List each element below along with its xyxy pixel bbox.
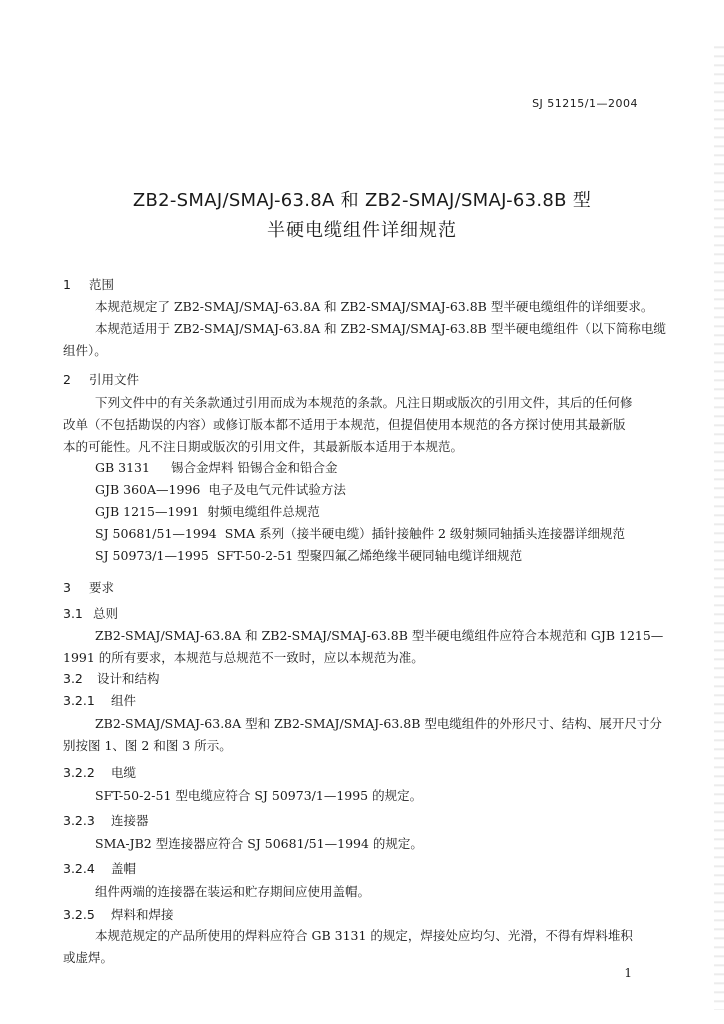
section-3-2-1-para-line1: ZB2-SMAJ/SMAJ-63.8A 型和 ZB2-SMAJ/SMAJ-63.8B 型电缆组件的外形尺寸、结构、展开尺寸分 [95,716,662,731]
section-title: 焊料和焊接 [111,907,174,922]
section-2-para-line1: 下列文件中的有关条款通过引用而成为本规范的条款。凡注日期或版次的引用文件，其后的任何修 [95,395,633,410]
reference-code: GJB 360A—1996 [95,482,201,497]
reference-code: GJB 1215—1991 [95,504,200,519]
section-number: 3 [63,580,71,595]
section-3-2-2-heading [63,763,136,781]
section-2-para-line2: 改单（不包括勘误的内容）或修订版本都不适用于本规范，但提倡使用本规范的各方探讨使用其最新版 [63,417,626,432]
section-title: 引用文件 [89,372,140,387]
section-3-1-para-line2: 1991 的所有要求，本规范与总规范不一致时，应以本规范为准。 [63,650,424,665]
section-2-heading [63,370,139,388]
reference-item [95,524,625,542]
reference-code: GB 3131 [95,460,150,475]
section-title: 组件 [111,693,137,708]
section-3-2-4-heading [63,859,136,877]
section-number: 3.2.4 [63,861,95,876]
section-number: 3.2.5 [63,907,95,922]
section-3-2-5-para-line2: 或虚焊。 [63,950,114,965]
reference-code: SJ 50973/1—1995 [95,548,209,563]
section-2-para-line3: 本的可能性。凡不注日期或版次的引用文件，其最新版本适用于本规范。 [63,439,464,454]
document-title-line1: ZB2-SMAJ/SMAJ-63.8A 和 ZB2-SMAJ/SMAJ-63.8B 型 [132,190,592,211]
reference-item [95,502,320,520]
section-3-2-3-para: SMA-JB2 型连接器应符合 SJ 50681/51—1994 的规定。 [95,836,423,851]
reference-title: SMA 系列（接半硬电缆）插针接触件 2 级射频同轴插头连接器详细规范 [224,526,625,541]
section-3-2-2-para: SFT-50-2-51 型电缆应符合 SJ 50973/1—1995 的规定。 [95,788,423,803]
reference-item [95,480,346,498]
section-3-2-1-para-line2: 别按图 1、图 2 和图 3 所示。 [63,738,232,753]
section-number: 3.2.2 [63,765,95,780]
section-1-para-2-line1: 本规范适用于 ZB2-SMAJ/SMAJ-63.8A 和 ZB2-SMAJ/SMAJ-63.8B 型半硬电缆组件（以下简称电缆 [95,321,666,336]
reference-item [95,458,337,476]
section-number: 3.2.1 [63,693,95,708]
section-title: 盖帽 [111,861,137,876]
section-number: 3.1 [63,606,83,621]
section-number: 3.2 [63,671,83,686]
reference-item [95,546,522,564]
section-3-1-para-line1: ZB2-SMAJ/SMAJ-63.8A 和 ZB2-SMAJ/SMAJ-63.8B 型半硬电缆组件应符合本规范和 GJB 1215— [95,628,664,643]
reference-title: 电子及电气元件试验方法 [208,482,346,497]
section-number: 1 [63,277,71,292]
section-3-2-5-heading [63,905,174,923]
section-title: 设计和结构 [97,671,160,686]
section-number: 3.2.3 [63,813,95,828]
section-1-para-2-line2: 组件）。 [63,343,107,358]
document-title-line2: 半硬电缆组件详细规范 [267,220,457,241]
reference-code: SJ 50681/51—1994 [95,526,217,541]
section-3-2-1-heading [63,691,136,709]
section-title: 要求 [89,580,115,595]
section-title: 电缆 [111,765,137,780]
section-3-heading [63,578,114,596]
section-3-2-5-para-line1: 本规范规定的产品所使用的焊料应符合 GB 3131 的规定，焊接处应均匀、光滑，不得有焊料堆积 [95,928,633,943]
reference-title: 射频电缆组件总规范 [207,504,320,519]
reference-title: 锡合金焊料 铅锡合金和铅合金 [170,460,338,475]
section-1-para-1: 本规范规定了 ZB2-SMAJ/SMAJ-63.8A 和 ZB2-SMAJ/SMAJ-63.8B 型半硬电缆组件的详细要求。 [95,299,654,314]
reference-title: SFT-50-2-51 型聚四氟乙烯绝缘半硬同轴电缆详细规范 [216,548,523,563]
section-number: 2 [63,372,71,387]
section-3-1-heading [63,604,118,622]
section-title: 总则 [93,606,119,621]
section-3-2-heading [63,669,160,687]
standard-number: SJ 51215/1—2004 [532,97,638,110]
section-title: 连接器 [111,813,149,828]
page-number: 1 [624,966,632,980]
section-1-heading [63,275,114,293]
section-3-2-3-heading [63,811,149,829]
section-3-2-4-para: 组件两端的连接器在装运和贮存期间应使用盖帽。 [95,884,371,899]
section-title: 范围 [89,277,115,292]
